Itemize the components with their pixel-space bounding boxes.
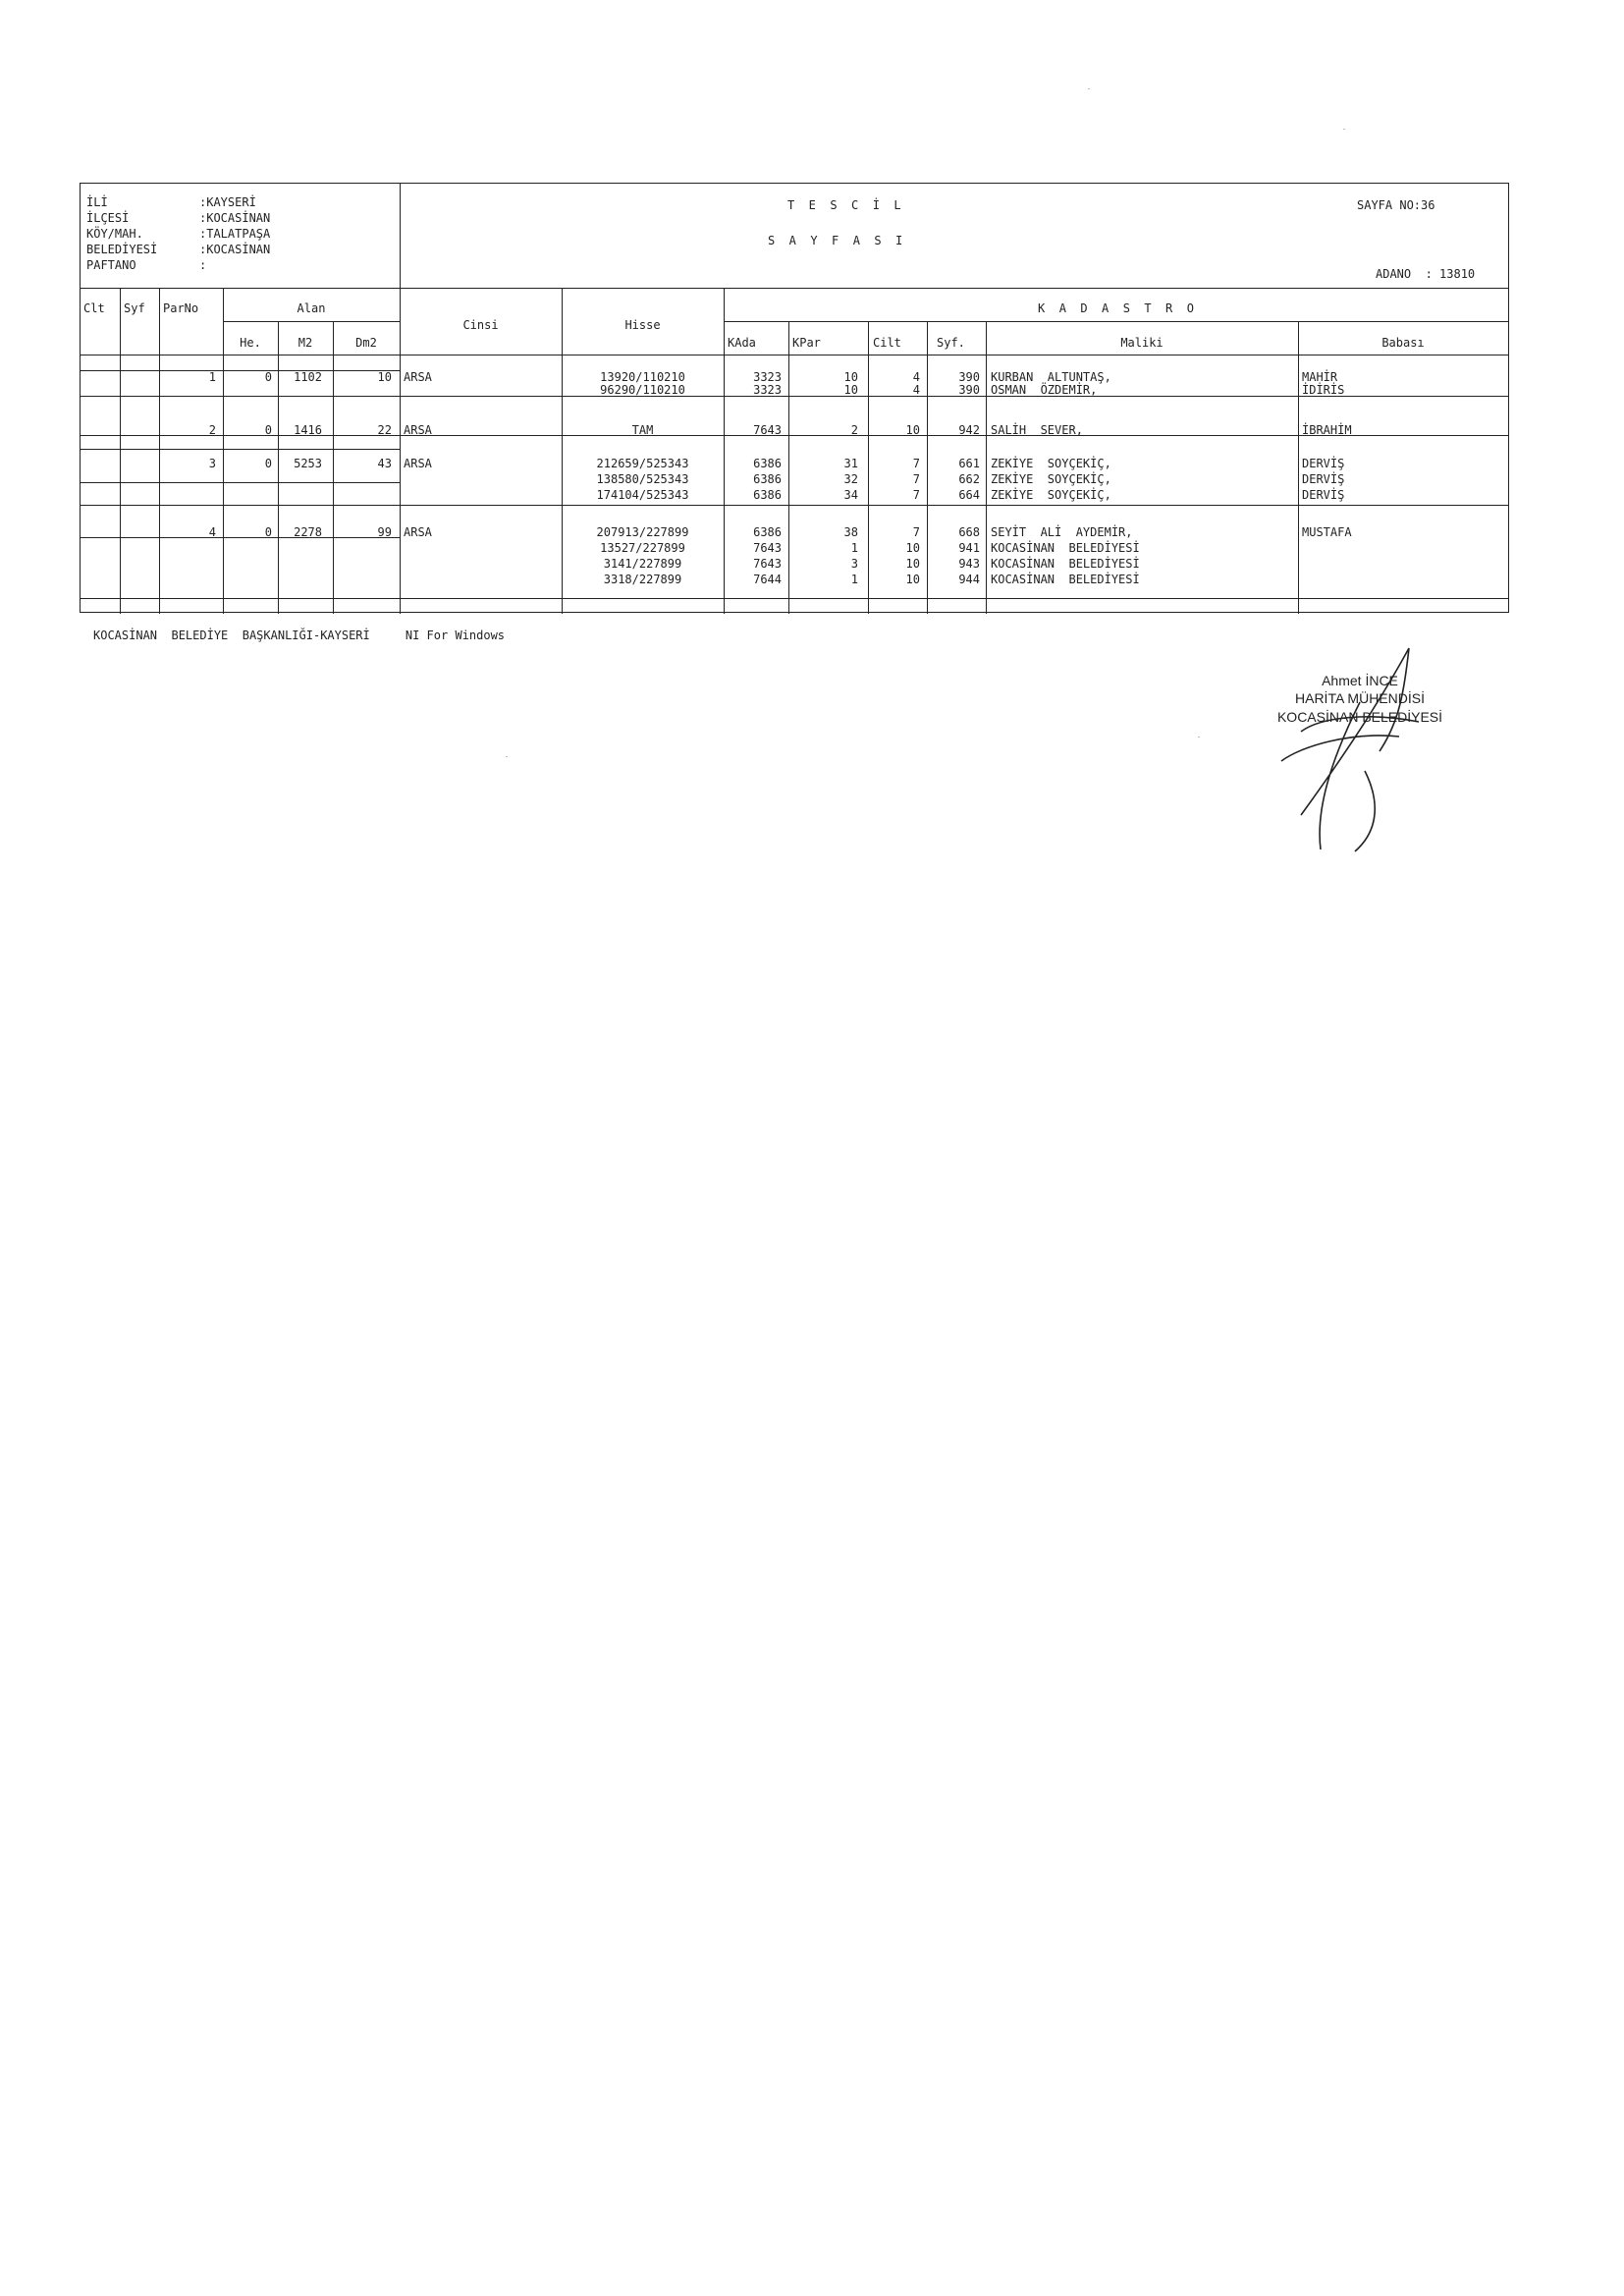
share-hisse: 3318/227899 [603, 573, 682, 586]
share-syf: 941 [958, 541, 980, 555]
parcel-cinsi: ARSA [404, 370, 432, 384]
parcel-cinsi: ARSA [404, 525, 432, 539]
share-cilt: 10 [905, 541, 920, 555]
col-babasi: Babası [1381, 336, 1425, 350]
share-syf: 944 [958, 573, 980, 586]
share-syf: 390 [958, 370, 980, 384]
share-maliki: SALİH SEVER, [991, 423, 1083, 437]
col-kcilt: Cilt [873, 336, 901, 350]
parcel-cinsi: ARSA [404, 457, 432, 470]
share-maliki: KURBAN ALTUNTAŞ, [991, 370, 1111, 384]
stamp-title: HARİTA MÜHENDİSİ [1295, 690, 1425, 706]
share-hisse: TAM [631, 423, 654, 437]
share-kada: 6386 [753, 525, 782, 539]
share-kpar: 34 [843, 488, 858, 502]
handwritten-signature [1262, 643, 1458, 859]
share-kpar: 32 [843, 472, 858, 486]
share-cilt: 7 [912, 525, 920, 539]
share-cilt: 7 [912, 457, 920, 470]
share-kpar: 10 [843, 370, 858, 384]
grid-line [81, 435, 1508, 436]
share-cilt: 4 [912, 383, 920, 397]
share-syf: 661 [958, 457, 980, 470]
share-kpar: 3 [850, 557, 858, 571]
grid-line [81, 537, 400, 538]
share-maliki: KOCASİNAN BELEDİYESİ [991, 573, 1140, 586]
share-cilt: 10 [905, 423, 920, 437]
grid-line [81, 449, 400, 450]
parcel-m2: 1102 [294, 370, 322, 384]
grid-line [223, 288, 224, 614]
share-maliki: KOCASİNAN BELEDİYESİ [991, 557, 1140, 571]
parcel-dm2: 10 [377, 370, 392, 384]
share-babasi: DERVİŞ [1302, 457, 1345, 470]
title-tescil: T E S C İ L [787, 198, 901, 212]
col-syf: Syf [124, 301, 145, 315]
stamp-org: KOCASİNAN BELEDİYESİ [1276, 709, 1443, 725]
field-label-pafta: PAFTANO [86, 258, 136, 272]
field-value-belediye: :KOCASİNAN [199, 243, 271, 256]
field-value-ilce: :KOCASİNAN [199, 211, 271, 225]
scan-speck [1343, 129, 1345, 130]
share-kada: 6386 [753, 488, 782, 502]
share-maliki: SEYİT ALİ AYDEMİR, [991, 525, 1133, 539]
share-hisse: 13527/227899 [600, 541, 685, 555]
parcel-he: 0 [264, 525, 272, 539]
share-kada: 7643 [753, 557, 782, 571]
parcel-m2: 1416 [294, 423, 322, 437]
col-kada: KAda [728, 336, 756, 350]
grid-line [223, 321, 400, 322]
grid-line [159, 288, 160, 614]
col-kpar: KPar [792, 336, 821, 350]
share-cilt: 7 [912, 488, 920, 502]
registry-table [80, 183, 1509, 613]
share-kpar: 1 [850, 541, 858, 555]
field-value-il: :KAYSERİ [199, 195, 256, 209]
grid-line [986, 321, 987, 614]
share-kada: 6386 [753, 457, 782, 470]
col-he: He. [240, 336, 261, 350]
share-babasi: MAHİR [1302, 370, 1338, 384]
grid-line [81, 505, 1508, 506]
share-kada: 7643 [753, 541, 782, 555]
share-kpar: 31 [843, 457, 858, 470]
share-cilt: 10 [905, 573, 920, 586]
col-dm2: Dm2 [355, 336, 377, 350]
grid-line [81, 370, 400, 371]
share-syf: 943 [958, 557, 980, 571]
share-syf: 668 [958, 525, 980, 539]
share-syf: 662 [958, 472, 980, 486]
scan-speck [1198, 737, 1200, 738]
header-divider [400, 184, 401, 288]
parcel-he: 0 [264, 423, 272, 437]
share-maliki: OSMAN ÖZDEMİR, [991, 383, 1098, 397]
share-babasi: DERVİŞ [1302, 488, 1345, 502]
grid-line [81, 396, 1508, 397]
field-label-koy: KÖY/MAH. [86, 227, 143, 241]
share-hisse: 13920/110210 [600, 370, 685, 384]
share-hisse: 212659/525343 [596, 457, 689, 470]
share-kada: 6386 [753, 472, 782, 486]
share-cilt: 10 [905, 557, 920, 571]
header-bottom-rule [81, 288, 1508, 289]
share-hisse: 96290/110210 [600, 383, 685, 397]
parcel-dm2: 99 [377, 525, 392, 539]
parcel-m2: 5253 [294, 457, 322, 470]
parcel-dm2: 22 [377, 423, 392, 437]
grid-line [81, 482, 400, 483]
share-kada: 3323 [753, 370, 782, 384]
share-hisse: 207913/227899 [596, 525, 689, 539]
col-ksyf: Syf. [937, 336, 965, 350]
grid-line [120, 288, 121, 614]
share-cilt: 4 [912, 370, 920, 384]
col-hisse: Hisse [624, 318, 661, 332]
share-syf: 390 [958, 383, 980, 397]
footer-text: KOCASİNAN BELEDİYE BAŞKANLIĞI-KAYSERİ NI For Windows [93, 629, 506, 642]
share-kada: 7643 [753, 423, 782, 437]
parcel-parno: 2 [208, 423, 216, 437]
grid-line [724, 321, 1508, 322]
share-babasi: DERVİŞ [1302, 472, 1345, 486]
parcel-he: 0 [264, 370, 272, 384]
parcel-dm2: 43 [377, 457, 392, 470]
field-value-koy: :TALATPAŞA [199, 227, 271, 241]
share-hisse: 3141/227899 [603, 557, 682, 571]
field-label-belediye: BELEDİYESİ [86, 243, 158, 256]
parcel-he: 0 [264, 457, 272, 470]
share-syf: 942 [958, 423, 980, 437]
grid-line [1298, 321, 1299, 614]
share-cilt: 7 [912, 472, 920, 486]
share-babasi: İBRAHİM [1302, 423, 1352, 437]
stamp-name: Ahmet İNCE [1322, 673, 1398, 688]
title-sayfasi: S A Y F A S I [768, 234, 903, 247]
ada-no: ADANO : 13810 [1376, 267, 1476, 281]
grid-line [400, 288, 401, 614]
share-babasi: MUSTAFA [1302, 525, 1352, 539]
share-maliki: ZEKİYE SOYÇEKİÇ, [991, 457, 1111, 470]
col-parno: ParNo [163, 301, 199, 315]
field-value-pafta: : [199, 258, 207, 272]
grid-line [81, 598, 1508, 599]
share-babasi: İDİRİS [1302, 383, 1345, 397]
share-kpar: 38 [843, 525, 858, 539]
share-kpar: 10 [843, 383, 858, 397]
share-hisse: 138580/525343 [596, 472, 689, 486]
scan-speck [506, 756, 508, 757]
share-maliki: ZEKİYE SOYÇEKİÇ, [991, 472, 1111, 486]
share-kada: 7644 [753, 573, 782, 586]
parcel-cinsi: ARSA [404, 423, 432, 437]
share-hisse: 174104/525343 [596, 488, 689, 502]
signature-stamp [1262, 643, 1458, 859]
col-cinsi: Cinsi [462, 318, 499, 332]
field-label-ilce: İLÇESİ [86, 211, 130, 225]
share-maliki: KOCASİNAN BELEDİYESİ [991, 541, 1140, 555]
share-maliki: ZEKİYE SOYÇEKİÇ, [991, 488, 1111, 502]
col-clt: Clt [83, 301, 105, 315]
col-m2: M2 [298, 336, 313, 350]
parcel-parno: 3 [208, 457, 216, 470]
share-kpar: 2 [850, 423, 858, 437]
sayfa-no: SAYFA NO:36 [1357, 198, 1435, 212]
field-label-il: İLİ [86, 195, 108, 209]
scan-speck [1088, 88, 1090, 89]
col-alan: Alan [297, 301, 326, 315]
share-kpar: 1 [850, 573, 858, 586]
col-kadastro: K A D A S T R O [1038, 301, 1194, 315]
share-kada: 3323 [753, 383, 782, 397]
col-maliki: Maliki [1120, 336, 1164, 350]
parcel-m2: 2278 [294, 525, 322, 539]
share-syf: 664 [958, 488, 980, 502]
parcel-parno: 4 [208, 525, 216, 539]
parcel-parno: 1 [208, 370, 216, 384]
